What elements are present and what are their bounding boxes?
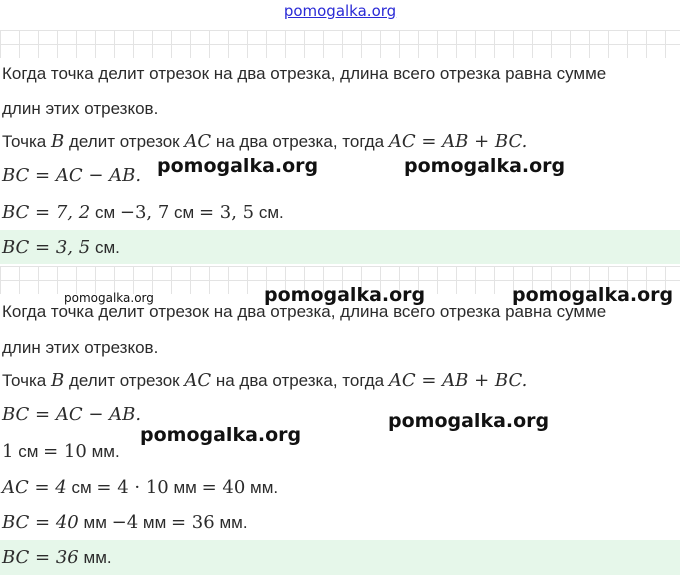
segment-label: AC xyxy=(184,131,212,152)
watermark: pomogalka.org xyxy=(264,284,426,306)
rule-text: Когда точка делит отрезок на два отрезка, длина всего отрезка равна сумме xyxy=(2,64,607,83)
watermark: pomogalka.org xyxy=(157,155,319,177)
calculation-line: BC = 40 мм −4 мм = 36 мм. xyxy=(2,512,248,533)
top-watermark-link[interactable]: pomogalka.org xyxy=(283,2,397,20)
rule-text-line-1 xyxy=(2,64,606,84)
point-statement: Точка B делит отрезок AC на два отрезка, тогда AC = AB + BC. xyxy=(2,131,528,152)
answer-value: BC = 36 xyxy=(2,547,79,568)
sum-formula: AC = AB + BC. xyxy=(388,131,528,152)
watermark: pomogalka.org xyxy=(512,284,674,306)
point-label: B xyxy=(51,370,65,391)
watermark: pomogalka.org xyxy=(64,291,154,305)
rule-text: Когда точка делит отрезок на два отрезка, длина всего отрезка равна сумме xyxy=(2,302,607,321)
difference-formula: BC = AC − AB. xyxy=(2,165,142,186)
rule-text: длин этих отрезков. xyxy=(2,99,159,118)
sum-formula: AC = AB + BC. xyxy=(388,370,528,391)
difference-formula: BC = AC − AB. xyxy=(2,404,142,425)
point-label: B xyxy=(51,131,65,152)
answer-unit: см. xyxy=(94,238,120,257)
point-statement: Точка B делит отрезок AC на два отрезка, тогда AC = AB + BC. xyxy=(2,370,528,391)
unit-conversion: 1 см = 10 мм. xyxy=(2,441,120,462)
segment-label: AC xyxy=(184,370,212,391)
watermark: pomogalka.org xyxy=(388,410,550,432)
answer-value: BC = 3, 5 xyxy=(2,237,91,258)
rule-text-line-2 xyxy=(2,338,158,358)
rule-text-line-2 xyxy=(2,99,158,119)
ac-conversion: AC = 4 см = 4 · 10 мм = 40 мм. xyxy=(2,477,279,498)
watermark: pomogalka.org xyxy=(140,424,302,446)
calculation-line: BC = 7, 2 см −3, 7 см = 3, 5 см. xyxy=(2,202,284,223)
rule-text: длин этих отрезков. xyxy=(2,338,159,357)
answer-line xyxy=(2,238,120,258)
answer-line xyxy=(2,548,112,568)
answer-unit: мм. xyxy=(83,548,112,567)
watermark: pomogalka.org xyxy=(404,155,566,177)
grid-strip-top xyxy=(0,30,680,58)
